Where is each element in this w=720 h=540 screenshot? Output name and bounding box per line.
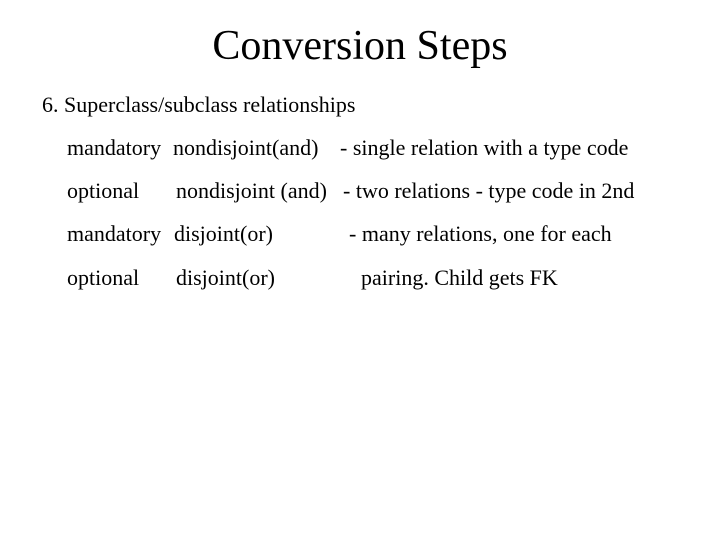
rule-row-mandatory-disjoint <box>0 220 720 248</box>
participation-label: mandatory <box>67 221 162 246</box>
constraint-label: disjoint(or) <box>174 221 273 246</box>
rule-row-optional-disjoint <box>0 264 720 292</box>
participation-label: mandatory <box>67 135 162 160</box>
participation-label: optional <box>67 265 140 290</box>
constraint-label: disjoint(or) <box>176 265 275 290</box>
section-heading: 6. Superclass/subclass relationships <box>42 92 356 117</box>
result-text: - single relation with a type code <box>340 135 629 160</box>
slide-title: Conversion Steps <box>212 23 508 69</box>
result-text: - many relations, one for each <box>349 221 612 246</box>
result-text: pairing. Child gets FK <box>361 265 558 290</box>
result-text: - two relations - type code in 2nd <box>343 178 635 203</box>
rule-row-mandatory-nondisjoint <box>0 134 720 162</box>
constraint-label: nondisjoint(and) <box>173 135 319 160</box>
participation-label: optional <box>67 178 140 203</box>
rule-row-optional-nondisjoint <box>0 177 720 205</box>
constraint-label: nondisjoint (and) <box>176 178 327 203</box>
